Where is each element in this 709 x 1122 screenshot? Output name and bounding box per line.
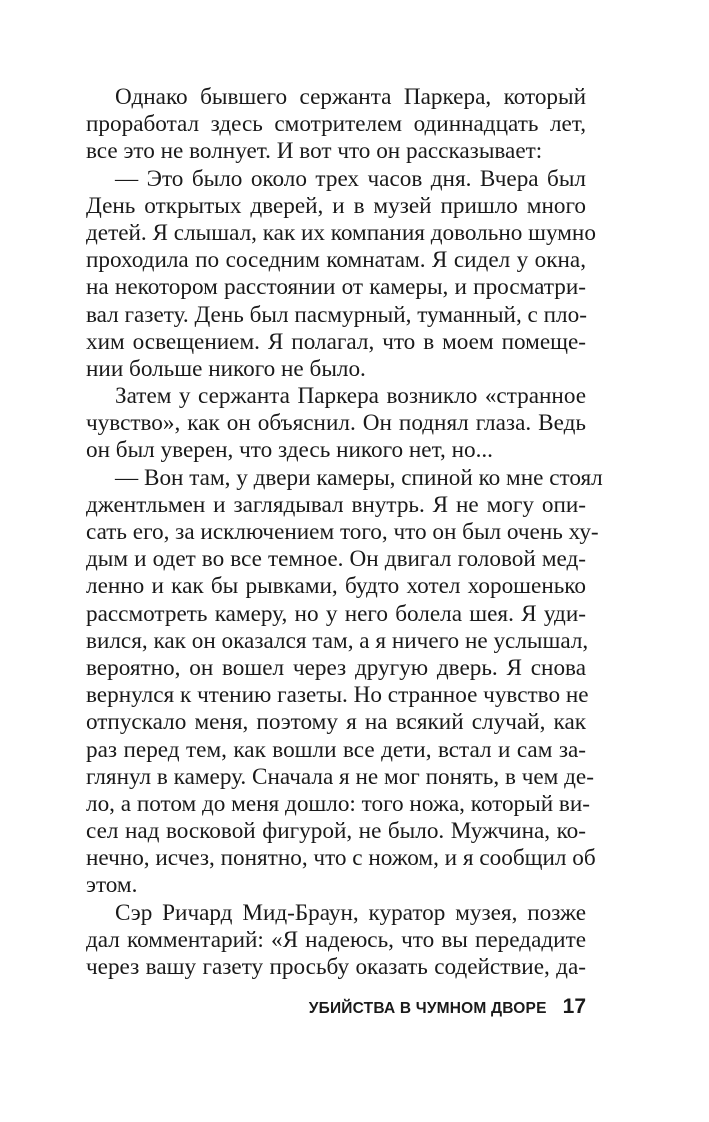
text-line: проработал здесь смотрителем одиннадцать лет,: [86, 111, 586, 138]
text-line: через вашу газету просьбу оказать содействие, да-: [86, 954, 586, 980]
text-line: — Это было около трех часов дня. Вчера был: [115, 165, 586, 192]
text-line: ло, а потом до меня дошло: того ножа, который ви-: [86, 790, 590, 817]
text-line: рассмотреть камеру, но у него болела шея. Я уди-: [86, 600, 586, 627]
text-line: раз перед тем, как вошли все дети, встал и сам за-: [86, 736, 586, 763]
text-line: на некотором расстоянии от камеры, и просматри-: [86, 274, 586, 301]
text-line: отпускало меня, поэтому я на всякий случай, как: [86, 709, 586, 736]
text-line: дым и одет во все темное. Он двигал головой мед-: [86, 546, 586, 573]
text-line: джентльмен и заглядывал внутрь. Я не могу опи-: [86, 491, 586, 518]
text-line: все это не волнует. И вот что он рассказывает:: [86, 138, 543, 165]
text-line: вернулся к чтению газеты. Но странное чувство не: [86, 682, 589, 709]
text-line: сать его, за исключением того, что он был очень ху-: [86, 519, 599, 545]
text-line: ленно и как бы рывками, будто хотел хорошенько: [86, 573, 586, 600]
text-line: День открытых дверей, и в музей пришло много: [86, 192, 586, 219]
text-line: глянул в камеру. Сначала я не мог понять, в чем де-: [86, 763, 594, 790]
text-line: детей. Я слышал, как их компания довольно шумно: [86, 219, 596, 246]
text-line: он был уверен, что здесь никого нет, но...: [86, 437, 493, 464]
book-page-text: [86, 84, 603, 981]
text-line: хим освещением. Я полагал, что в моем помеще-: [86, 328, 586, 355]
text-line: вился, как он оказался там, а я ничего не услышал,: [86, 627, 589, 654]
text-line: Затем у сержанта Паркера возникло «странное: [115, 383, 586, 410]
text-line: дал комментарий: «Я надеюсь, что вы передадите: [86, 926, 586, 953]
running-title: УБИЙСТВА В ЧУМНОМ ДВОРЕ: [308, 1000, 547, 1017]
page-footer: [86, 995, 586, 1025]
text-line: нечно, исчез, понятно, что с ножом, и я сообщил об: [86, 845, 596, 872]
text-line: вал газету. День был пасмурный, туманный, с пло-: [86, 301, 587, 328]
text-line: этом.: [86, 872, 138, 899]
text-line: — Вон там, у двери камеры, спиной ко мне стоял: [115, 464, 603, 491]
text-line: проходила по соседним комнатам. Я сидел у окна,: [86, 247, 586, 274]
text-line: Однако бывшего сержанта Паркера, который: [115, 84, 586, 110]
text-line: Сэр Ричард Мид-Браун, куратор музея, позже: [115, 899, 586, 926]
text-line: вероятно, он вошел через другую дверь. Я снова: [86, 654, 586, 681]
page-number: 17: [562, 995, 586, 1018]
text-line: сел над восковой фигурой, не было. Мужчина, ко-: [86, 818, 586, 845]
text-line: чувство», как он объяснил. Он поднял глаза. Ведь: [86, 410, 586, 437]
text-line: нии больше никого не было.: [86, 355, 366, 382]
